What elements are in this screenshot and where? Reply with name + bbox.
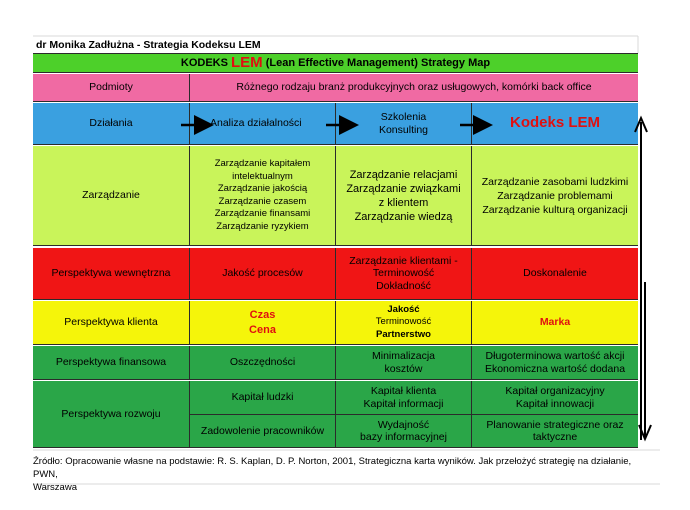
rozwoju-r1-col2: Kapitał ludzki (190, 381, 336, 415)
r2c4-line: taktyczne (532, 431, 578, 443)
r1c4-line: Kapitał innowacji (515, 397, 595, 410)
header-author-title: dr Monika Zadłużna - Strategia Kodeksu LEM (36, 39, 261, 51)
source-line-2: Warszawa (33, 482, 77, 493)
r1c3-line: Kapitał klienta (370, 385, 437, 397)
z2-line: Zarządzanie ryzykiem (216, 220, 309, 232)
title-suffix: (Lean Effective Management) Strategy Map (265, 56, 491, 69)
z4-line: Zarządzanie zasobami ludzkimi (481, 175, 629, 188)
k2-czas: Czas (249, 308, 276, 321)
z2-line: Zarządzanie finansami (214, 208, 311, 219)
source-note (33, 455, 643, 494)
source-line-1: Źródło: Opracowanie własne na podstawie: R. S. Kaplan, D. P. Norton, 2001, Strategiczna karta wyników. Jak przełożyć strategię na działanie, PWN, (33, 456, 632, 480)
z3-line: Zarządzanie relacjami (349, 168, 458, 181)
k2-cena: Cena (249, 323, 276, 336)
title-lem: LEM (231, 53, 263, 71)
kodeks-lem-text: Kodeks LEM (509, 114, 600, 132)
wewnetrzna-col4: Doskonalenie (523, 267, 587, 280)
zarzadzanie-label: Zarządzanie (33, 146, 190, 245)
k3-partnerstwo: Partnerstwo (376, 328, 431, 340)
z4-line: Zarządzanie problemami (497, 189, 613, 202)
finansowa-col2: Oszczędności (190, 346, 336, 379)
klienta-label: Perspektywa klienta (33, 301, 190, 344)
r1c4-line: Kapitał organizacyjny (505, 385, 605, 397)
w3-line: Dokładność (376, 279, 431, 292)
f4-line: Długoterminowa wartość akcji (485, 350, 625, 362)
z2-line: Zarządzanie jakością (217, 183, 308, 194)
k3-terminowosc: Terminowość (375, 316, 432, 328)
z3-line: Zarządzanie związkami (346, 182, 461, 195)
f4-line: Ekonomiczna wartość dodana (484, 362, 626, 375)
r2c3-line: bazy informacyjnej (360, 431, 447, 443)
r1c3-line: Kapitał informacji (363, 397, 444, 410)
z2-line: Zarządzanie kapitałem (214, 158, 311, 169)
w3-line: Terminowość (372, 267, 435, 280)
f3-line: kosztów (384, 362, 423, 375)
rozwoju-label: Perspektywa rozwoju (33, 381, 190, 447)
rozwoju-r2-col2: Zadowolenie pracowników (190, 415, 336, 447)
z3-line: z klientem (378, 196, 429, 209)
r2c3-line: Wydajność (377, 418, 430, 431)
k3-jakosc: Jakość (387, 303, 420, 315)
z2-line: Zarządzanie czasem (218, 195, 307, 207)
f3-line: Minimalizacja (371, 350, 435, 362)
klienta-col4: Marka (539, 316, 571, 329)
title-prefix: KODEKS (180, 56, 228, 69)
podmioty-description: Różnego rodzaju branż produkcyjnych oraz usługowych, komórki back office (236, 81, 592, 94)
dzialania-label: Działania (33, 103, 190, 144)
z2-line: intelektualnym (232, 170, 293, 182)
analiza-text: Analiza działalności (210, 117, 302, 130)
wewnetrzna-label: Perspektywa wewnętrzna (33, 248, 190, 299)
podmioty-label: Podmioty (33, 74, 190, 101)
r2c4-line: Planowanie strategiczne oraz (486, 418, 624, 431)
wewnetrzna-col2: Jakość procesów (190, 248, 336, 299)
w3-line: Zarządzanie klientami - (349, 254, 458, 267)
konsulting-text: Konsulting (378, 123, 429, 136)
z3-line: Zarządzanie wiedzą (354, 210, 453, 223)
szkolenia-text: Szkolenia (380, 111, 427, 123)
finansowa-label: Perspektywa finansowa (33, 346, 190, 379)
z4-line: Zarządzanie kulturą organizacji (482, 203, 628, 216)
